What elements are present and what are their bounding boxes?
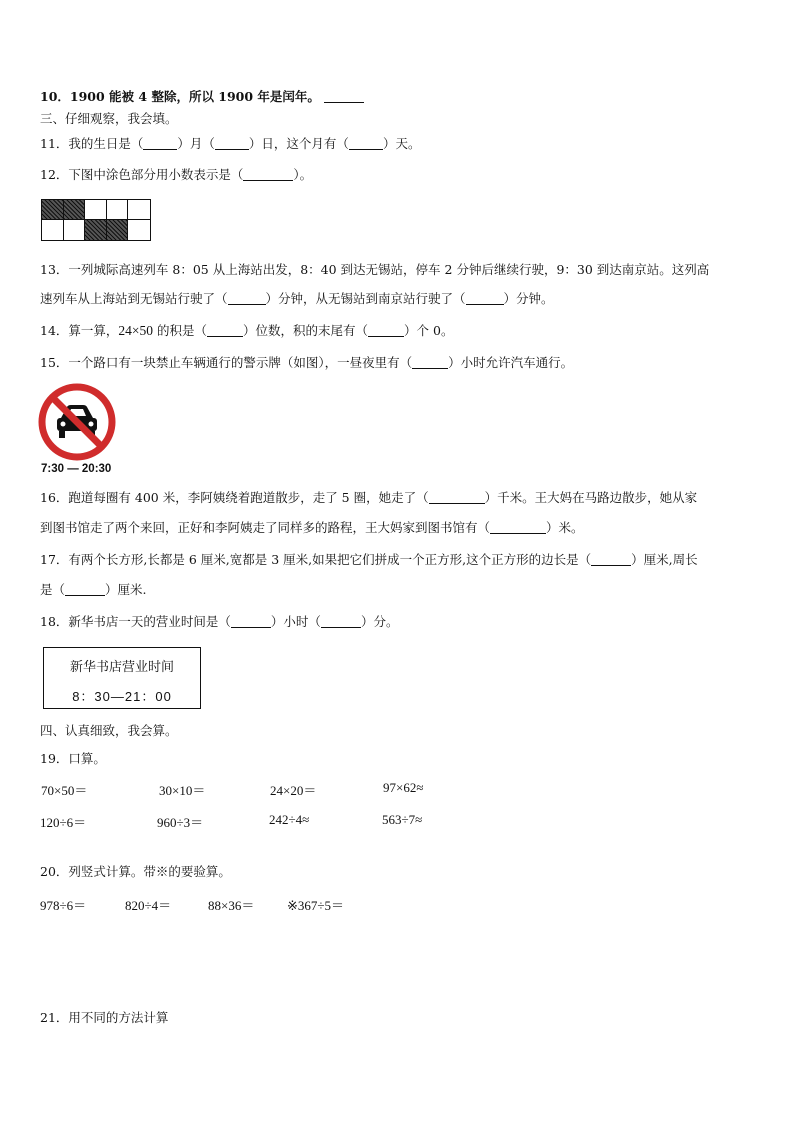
section-4-heading: 四、认真细致，我会算。	[40, 723, 178, 738]
mental-calc-item: 960÷3＝	[157, 815, 204, 830]
grid-cell	[128, 200, 150, 220]
answer-blank-zeros[interactable]	[368, 324, 404, 337]
answer-blank-perimeter[interactable]	[65, 583, 105, 596]
answer-blank-km[interactable]	[429, 491, 485, 504]
answer-blank-hours[interactable]	[231, 615, 271, 628]
section-3-heading: 三、仔细观察，我会填。	[40, 111, 178, 126]
vertical-calc-item: 88×36＝	[208, 898, 255, 913]
mental-calc-item: 563÷7≈	[382, 812, 423, 827]
question-10-text: 10．1900 能被 4 整除，所以 1900 年是闰年。	[40, 89, 320, 104]
answer-blank-digits[interactable]	[207, 324, 243, 337]
mental-calc-item: 97×62≈	[383, 780, 424, 795]
vertical-calc-item: 820÷4＝	[125, 898, 172, 913]
mental-calc-item: 242÷4≈	[269, 812, 310, 827]
grid-cell	[85, 200, 107, 220]
question-18: 18．新华书店一天的营业时间是（ ）小时（ ）分。	[40, 614, 399, 629]
mental-calc-item: 120÷6＝	[40, 815, 87, 830]
question-20-title: 20．列竖式计算。带※的要验算。	[40, 864, 231, 879]
question-16-line-1: 16．跑道每圈有 400 米，李阿姨绕着跑道散步，走了 5 圈，她走了（ ）千米。王大妈在马路边散步，她从家	[40, 490, 698, 505]
vertical-calc-item: 978÷6＝	[40, 898, 87, 913]
question-19-title: 19．口算。	[40, 751, 106, 766]
mental-calc-item: 70×50＝	[41, 783, 88, 798]
question-13-line-2: 速列车从上海站到无锡站行驶了（ ）分钟，从无锡站到南京站行驶了（ ）分钟。	[40, 291, 554, 306]
answer-blank-decimal[interactable]	[243, 168, 293, 181]
question-16-line-2: 到图书馆走了两个来回，正好和李阿姨走了同样多的路程，王大妈家到图书馆有（ ）米。	[40, 520, 584, 535]
grid-cell	[42, 220, 64, 240]
grid-cell-shaded	[107, 220, 129, 240]
answer-blank-minutes-2[interactable]	[466, 292, 504, 305]
answer-blank-month[interactable]	[143, 137, 177, 150]
grid-cell	[64, 220, 86, 240]
answer-blank-day[interactable]	[215, 137, 249, 150]
grid-cell-shaded	[64, 200, 86, 220]
question-14: 14．算一算，24×50 的积是（ ）位数，积的末尾有（ ）个 0。	[40, 323, 454, 338]
answer-blank-minutes[interactable]	[321, 615, 361, 628]
question-12: 12．下图中涂色部分用小数表示是（ ）。	[40, 167, 313, 182]
answer-blank[interactable]	[324, 90, 364, 103]
answer-blank-days[interactable]	[349, 137, 383, 150]
store-hours-time: 8：30—21：00	[72, 689, 172, 704]
question-17-line-2: 是（ ）厘米.	[40, 582, 147, 597]
question-21-title: 21．用不同的方法计算	[40, 1010, 169, 1025]
grid-cell-shaded	[42, 200, 64, 220]
vertical-calc-item: ※367÷5＝	[287, 898, 345, 913]
mental-calc-item: 30×10＝	[159, 783, 206, 798]
question-15: 15．一个路口有一块禁止车辆通行的警示牌（如图），一昼夜里有（ ）小时允许汽车通行。	[40, 355, 574, 370]
answer-blank-hours[interactable]	[412, 356, 448, 369]
sign-time-caption: 7:30 — 20:30	[41, 463, 112, 475]
answer-blank-meters[interactable]	[490, 521, 546, 534]
question-17-line-1: 17．有两个长方形,长都是 6 厘米,宽都是 3 厘米,如果把它们拼成一个正方形,这个正方形的边长是（ ）厘米,周长	[40, 552, 698, 567]
no-vehicle-sign	[37, 382, 117, 462]
question-11: 11．我的生日是（ ）月（ ）日，这个月有（ ）天。	[40, 136, 421, 151]
grid-cell	[107, 200, 129, 220]
expression: 24×50	[118, 323, 154, 338]
answer-blank-side[interactable]	[591, 553, 631, 566]
grid-cell-shaded	[85, 220, 107, 240]
question-10	[40, 88, 364, 106]
question-13-line-1: 13．一列城际高速列车 8：05 从上海站出发，8：40 到达无锡站，停车 2 分钟后继续行驶，9：30 到达南京站。这列高	[40, 262, 710, 277]
store-hours-title: 新华书店营业时间	[69, 659, 174, 674]
answer-blank-minutes-1[interactable]	[228, 292, 266, 305]
mental-calc-item: 24×20＝	[270, 783, 317, 798]
grid-cell	[128, 220, 150, 240]
shaded-grid-figure	[41, 199, 151, 241]
store-hours-box	[43, 647, 201, 709]
